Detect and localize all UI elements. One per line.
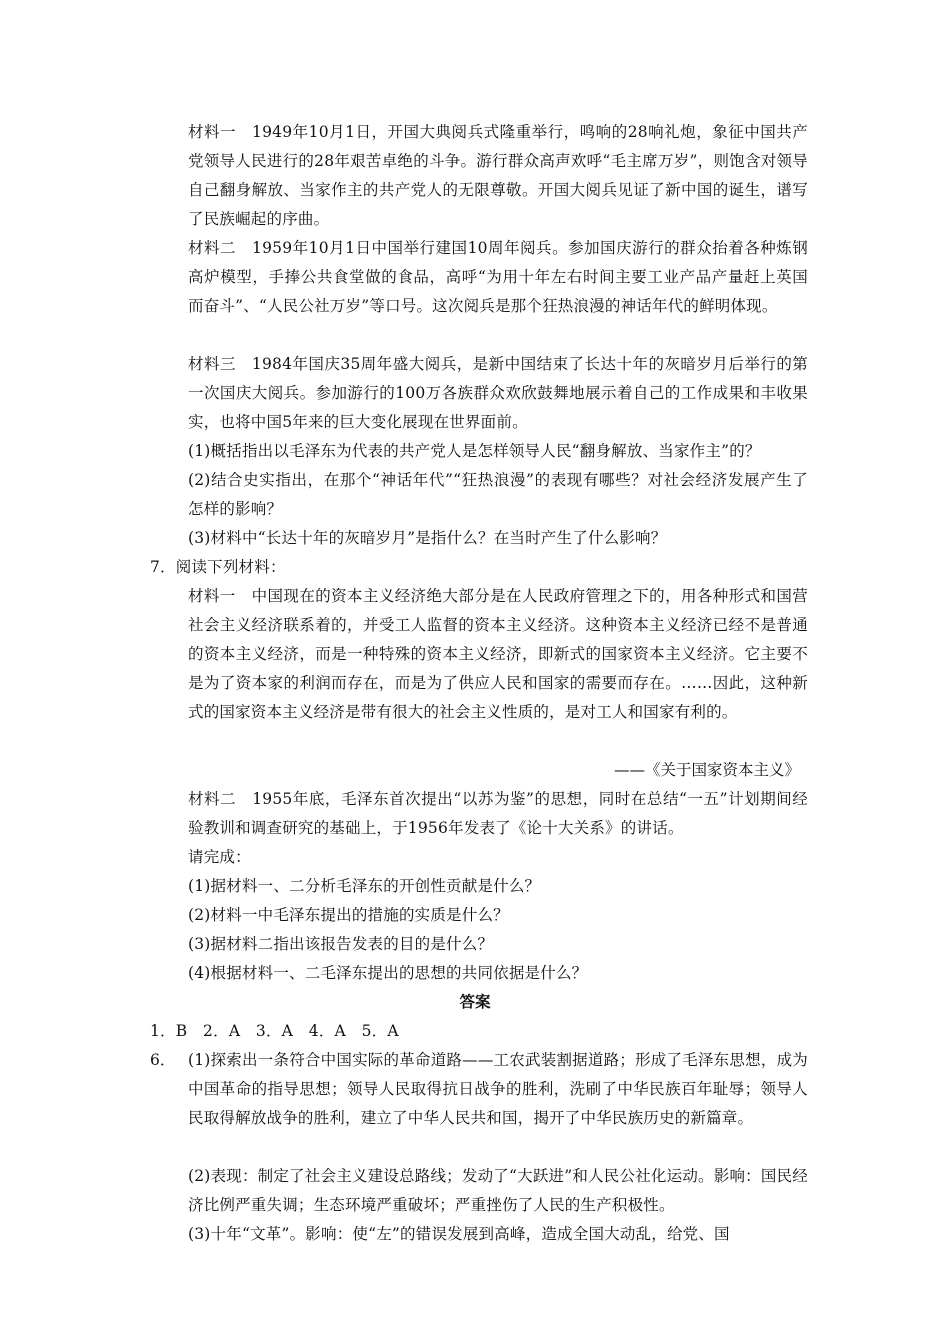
q6-material-1: 材料一 1949年10月1日，开国大典阅兵式隆重举行，鸣响的28响礼炮，象征中国共产党领导人民进行的28年艰苦卓绝的斗争。游行群众高声欢呼“毛主席万岁”，则饱含对领导自己翻身解放、当家作主的共产党人的无限尊敬。开国大阅兵见证了新中国的诞生，谱写了民族崛起的序曲。 (188, 123, 808, 228)
answers-multiple-choice: 1．B 2．A 3．A 4．A 5．A (150, 1022, 399, 1040)
q6-material-2: 材料二 1959年10月1日中国举行建国10周年阅兵。参加国庆游行的群众抬着各种炼钢高炉模型，手捧公共食堂做的食品，高呼“为用十年左右时间主要工业产品产量赶上英国而奋斗”、“人民公社万岁”等口号。这次阅兵是那个狂热浪漫的神话年代的鲜明体现。 (188, 239, 808, 315)
q6-question-2: (2)结合史实指出，在那个“神话年代”“狂热浪漫”的表现有哪些？对社会经济发展产生了怎样的影响？ (188, 471, 808, 518)
q6-question-1: (1)概括指出以毛泽东为代表的共产党人是怎样领导人民“翻身解放、当家作主”的？ (188, 442, 761, 460)
q7-question-2: (2)材料一中毛泽东提出的措施的实质是什么？ (188, 906, 509, 924)
q7-prompt: 请完成： (188, 848, 251, 866)
q7-question-4: (4)根据材料一、二毛泽东提出的思想的共同依据是什么？ (188, 964, 588, 982)
answers-title: 答案 (459, 993, 491, 1011)
answer-6-number: 6． (150, 1051, 176, 1069)
answer-6-part-2: (2)表现：制定了社会主义建设总路线；发动了“大跃进”和人民公社化运动。影响：国民经济比例严重失调；生态环境严重破坏；严重挫伤了人民的生产积极性。 (188, 1167, 808, 1214)
q7-heading: 7．阅读下列材料： (150, 558, 286, 576)
q7-material-2: 材料二 1955年底，毛泽东首次提出“以苏为鉴”的思想，同时在总结“一五”计划期间经验教训和调查研究的基础上，于1956年发表了《论十大关系》的讲话。 (188, 790, 808, 837)
q7-question-3: (3)据材料二指出该报告发表的目的是什么？ (188, 935, 494, 953)
q6-material-3: 材料三 1984年国庆35周年盛大阅兵，是新中国结束了长达十年的灰暗岁月后举行的第一次国庆大阅兵。参加游行的100万各族群众欢欣鼓舞地展示着自己的工作成果和丰收果实，也将中国5年来的巨大变化展现在世界面前。 (188, 355, 808, 431)
q7-material-1: 材料一 中国现在的资本主义经济绝大部分是在人民政府管理之下的，用各种形式和国营社会主义经济联系着的，并受工人监督的资本主义经济。这种资本主义经济已经不是普通的资本主义经济，而是一种特殊的资本主义经济，即新式的国家资本主义经济。它主要不是为了资本家的利润而存在，而是为了供应人民和国家的需要而存在。……因此，这种新式的国家资本主义经济是带有很大的社会主义性质的，是对工人和国家有利的。 (188, 587, 808, 721)
q7-source: ——《关于国家资本主义》 (613, 761, 800, 779)
answer-6-part-1: (1)探索出一条符合中国实际的革命道路——工农武装割据道路；形成了毛泽东思想，成为中国革命的指导思想；领导人民取得抗日战争的胜利，洗刷了中华民族百年耻辱；领导人民取得解放战争的胜利，建立了中华人民共和国，揭开了中华民族历史的新篇章。 (188, 1051, 808, 1127)
q6-question-3: (3)材料中“长达十年的灰暗岁月”是指什么？在当时产生了什么影响？ (188, 529, 667, 547)
q7-question-1: (1)据材料一、二分析毛泽东的开创性贡献是什么？ (188, 877, 541, 895)
answer-6-part-3: (3)十年“文革”。影响：使“左”的错误发展到高峰，造成全国大动乱，给党、国 (188, 1225, 730, 1243)
